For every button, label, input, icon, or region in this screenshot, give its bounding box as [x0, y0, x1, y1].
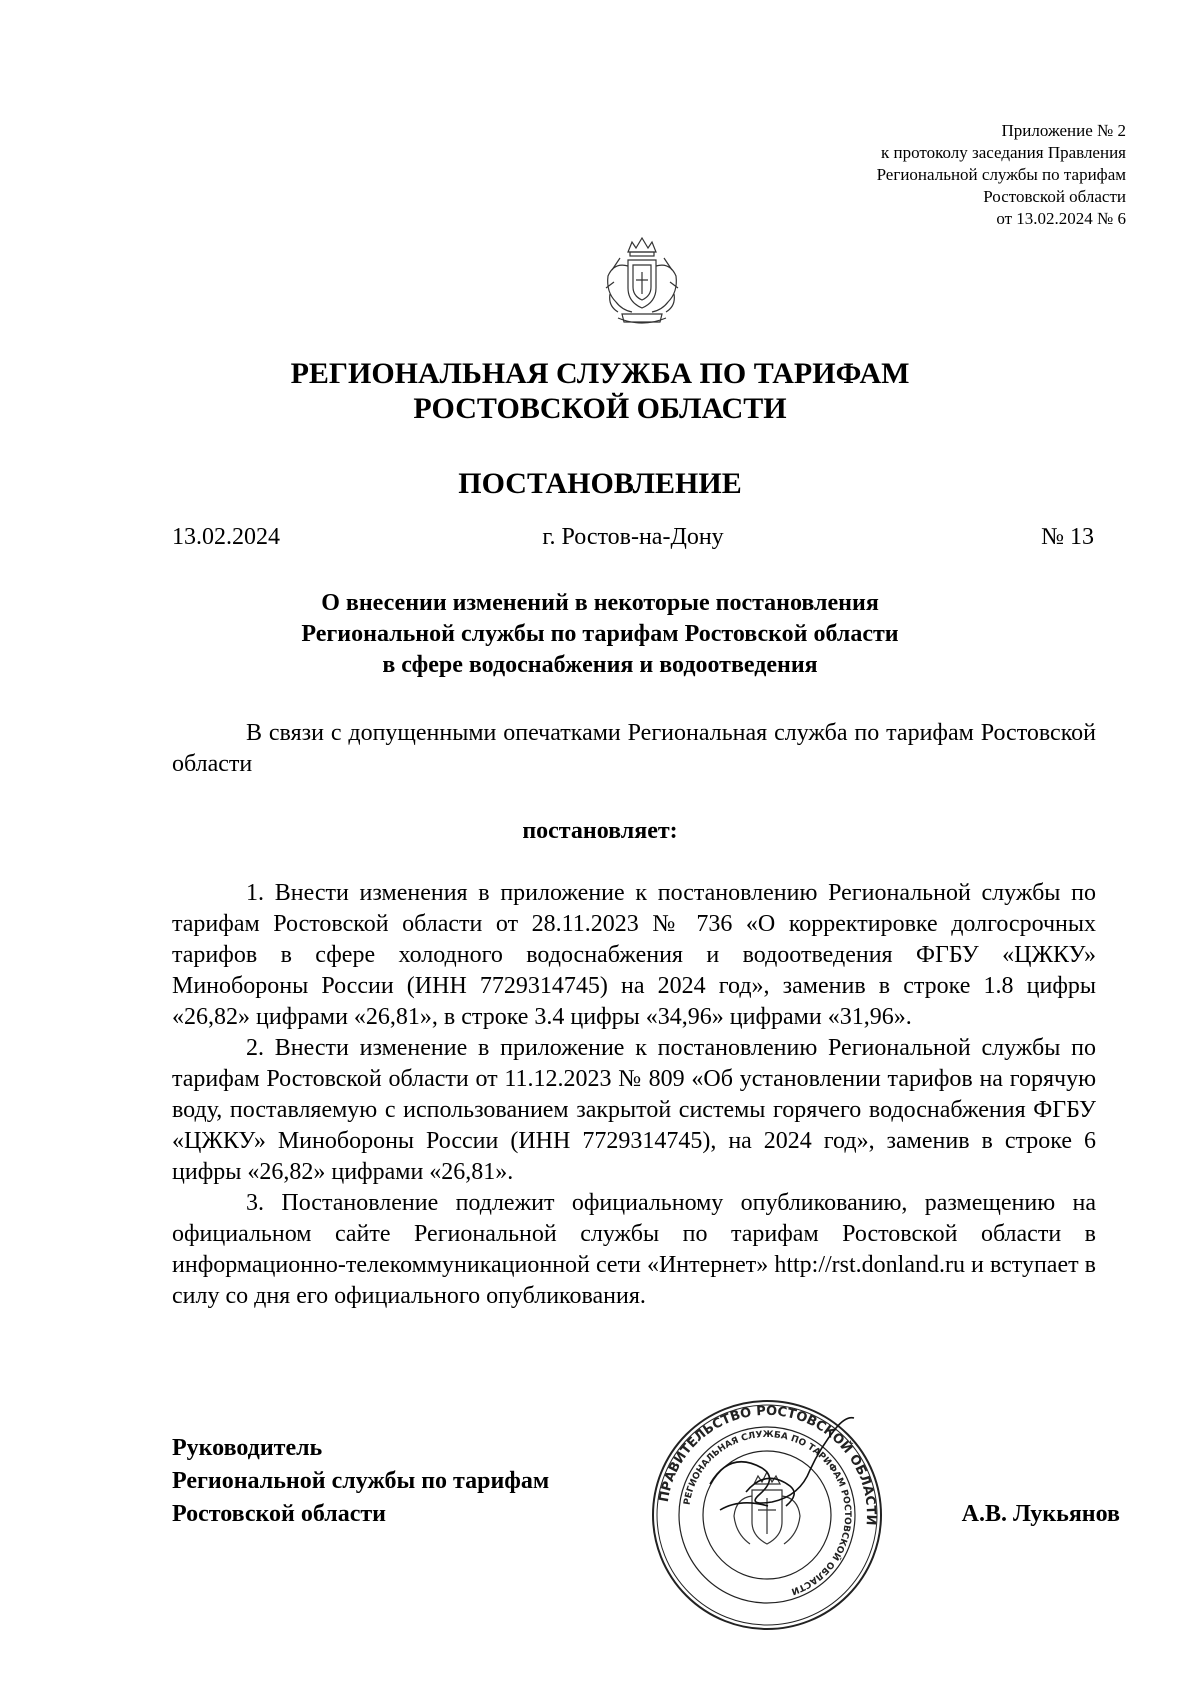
resolves-heading: постановляет: [522, 818, 678, 844]
subject-line: в сфере водоснабжения и водоотведения [382, 652, 818, 678]
subject-line: О внесении изменений в некоторые постановления [321, 590, 879, 616]
annex-line: Региональной службы по тарифам [876, 165, 1126, 184]
annex-line: Приложение № 2 [1001, 121, 1126, 140]
document-date: 13.02.2024 [172, 524, 280, 550]
signatory-position-line: Региональной службы по тарифам [172, 1468, 550, 1494]
signatory-name: А.В. Лукьянов [961, 1501, 1120, 1527]
signatory-position-line: Руководитель [172, 1435, 323, 1461]
official-seal-stamp [650, 1398, 884, 1632]
preamble [172, 718, 1096, 780]
annex-line: к протоколу заседания Правления [881, 143, 1126, 162]
resolution-item: 1. Внести изменения в приложение к постановлению Региональной службы по тарифам Ростовской области от 28.11.2023 № 736 «О корректировке долгосрочных тарифов в сфере холодного водоснабжения и водоотведения ФГБУ «ЦЖКУ» Минобороны России (ИНН 7729314745) на 2024 год», заменив в строке 1.8 цифры «26,82» цифрами «26,81», в строке 3.4 цифры «34,96» цифрами «31,96». [172, 880, 1096, 1030]
signatory-position [172, 1432, 549, 1531]
document-type: ПОСТАНОВЛЕНИЕ [458, 467, 742, 500]
seal-emblem-icon [734, 1472, 800, 1544]
document-city: г. Ростов-на-Дону [542, 524, 724, 550]
seal-inner-text: РЕГИОНАЛЬНАЯ СЛУЖБА ПО ТАРИФАМ РОСТОВСКОЙ ОБЛАСТИ [682, 1429, 853, 1596]
annex-line: Ростовской области [983, 187, 1126, 206]
document-number: № 13 [1041, 524, 1094, 550]
signatory-position-line: Ростовской области [172, 1501, 386, 1527]
preamble-text: В связи с допущенными опечатками Региональная служба по тарифам Ростовской области [172, 720, 1096, 777]
document-subject [0, 588, 1200, 681]
seal-outer-text: ПРАВИТЕЛЬСТВО РОСТОВСКОЙ ОБЛАСТИ [656, 1403, 879, 1526]
organization-title-line: РЕГИОНАЛЬНАЯ СЛУЖБА ПО ТАРИФАМ [290, 357, 910, 390]
coat-of-arms-icon [598, 232, 686, 332]
organization-title-line: РОСТОВСКОЙ ОБЛАСТИ [413, 392, 787, 425]
resolution-items [172, 878, 1096, 1312]
subject-line: Региональной службы по тарифам Ростовской области [301, 621, 899, 647]
organization-title [0, 356, 1200, 426]
annex-note [877, 120, 1126, 230]
resolution-item: 2. Внести изменение в приложение к постановлению Региональной службы по тарифам Ростовской области от 11.12.2023 № 809 «Об установлении тарифов на горячую воду, поставляемую с использованием закрытой системы горячего водоснабжения ФГБУ «ЦЖКУ» Минобороны России (ИНН 7729314745), на 2024 год», заменив в строке 6 цифры «26,82» цифрами «26,81». [172, 1035, 1096, 1185]
document-meta [172, 522, 1094, 552]
annex-line: от 13.02.2024 № 6 [996, 209, 1126, 228]
resolution-item: 3. Постановление подлежит официальному опубликованию, размещению на официальном сайте Региональной службы по тарифам Ростовской области в информационно-телекоммуникационной сети «Интернет» http://rst.donland.ru и вступает в силу со дня его официального опубликования. [172, 1190, 1096, 1309]
